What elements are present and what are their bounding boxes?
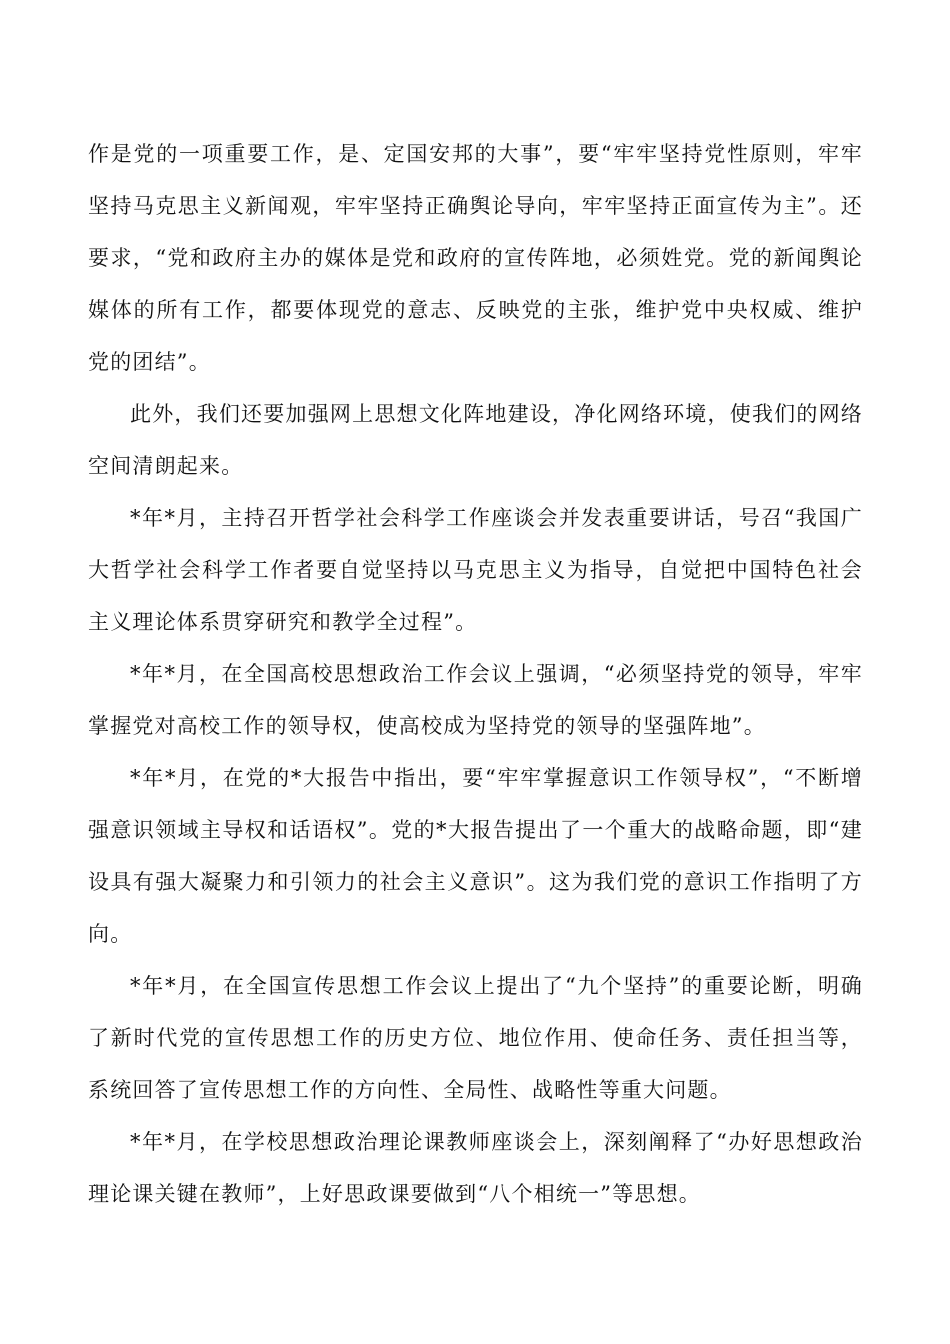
paragraph-4: *年*月，在全国高校思想政治工作会议上强调，“必须坚持党的领导，牢牢掌握党对高校工作的领导权，使高校成为坚持党的领导的坚强阵地”。 — [88, 662, 863, 738]
paragraph-3: *年*月，主持召开哲学社会科学工作座谈会并发表重要讲话，号召“我国广大哲学社会科学工作者要自觉坚持以马克思主义为指导，自觉把中国特色社会主义理论体系贯穿研究和教学全过程”。 — [88, 506, 863, 634]
paragraph-1: 作是党的一项重要工作，是、定国安邦的大事”，要“牢牢坚持党性原则，牢牢坚持马克思主义新闻观，牢牢坚持正确舆论导向，牢牢坚持正面宣传为主”。还要求，“党和政府主办的媒体是党和政府的宣传阵地，必须姓党。党的新闻舆论媒体的所有工作，都要体现党的意志、反映党的主张，维护党中央权威、维护党的团结”。 — [88, 142, 863, 374]
paragraph-7: *年*月，在学校思想政治理论课教师座谈会上，深刻阐释了“办好思想政治理论课关键在教师”，上好思政课要做到“八个相统一”等思想。 — [88, 1130, 863, 1206]
paragraph-5: *年*月，在党的*大报告中指出，要“牢牢掌握意识工作领导权”，“不断增强意识领域主导权和话语权”。党的*大报告提出了一个重大的战略命题，即“建设具有强大凝聚力和引领力的社会主义意识”。这为我们党的意识工作指明了方向。 — [88, 766, 863, 946]
paragraph-6: *年*月，在全国宣传思想工作会议上提出了“九个坚持”的重要论断，明确了新时代党的宣传思想工作的历史方位、地位作用、使命任务、责任担当等，系统回答了宣传思想工作的方向性、全局性、战略性等重大问题。 — [88, 974, 863, 1102]
paragraph-2: 此外，我们还要加强网上思想文化阵地建设，净化网络环境，使我们的网络空间清朗起来。 — [88, 402, 863, 478]
document-body — [88, 128, 863, 1220]
